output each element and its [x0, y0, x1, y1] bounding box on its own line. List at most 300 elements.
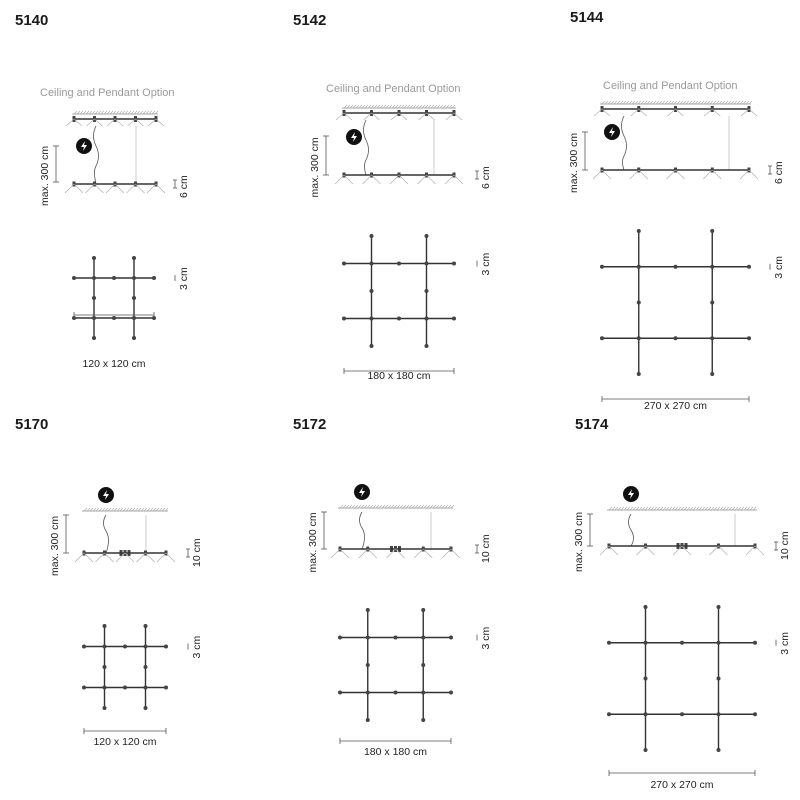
ceiling-hatch: [615, 507, 618, 510]
ceiling-hatch: [612, 507, 615, 510]
ceiling-hatch: [624, 507, 627, 510]
ceiling-hatch: [347, 105, 350, 108]
grid-node: [644, 712, 648, 716]
ceiling-hatch: [126, 508, 129, 511]
grid-node: [144, 645, 148, 649]
grid-node: [112, 316, 116, 320]
ceiling-hatch: [344, 105, 347, 108]
ceiling-hatch: [403, 505, 406, 508]
grid-node: [366, 663, 370, 667]
option-label: Ceiling and Pendant Option: [326, 83, 461, 95]
grid-node: [370, 262, 374, 266]
grid-node: [144, 706, 148, 710]
ceiling-hatch: [639, 507, 642, 510]
ceiling-hatch: [413, 105, 416, 108]
ceiling-hatch: [720, 507, 723, 510]
grid-node: [717, 748, 721, 752]
ceiling-hatch: [108, 508, 111, 511]
ceiling-hatch: [80, 111, 83, 114]
ceiling-hatch: [680, 101, 683, 104]
light-ray: [391, 113, 399, 120]
grid-node: [123, 686, 127, 690]
ceiling-hatch: [149, 111, 152, 114]
ceiling-hatch: [93, 508, 96, 511]
ceiling-hatch: [629, 101, 632, 104]
ceiling-hatch: [150, 508, 153, 511]
light-ray: [146, 553, 155, 562]
ceiling-hatch: [102, 508, 105, 511]
ceiling-hatch: [451, 505, 454, 508]
ceiling-hatch: [677, 101, 680, 104]
light-ray: [704, 109, 712, 116]
light-ray: [741, 109, 749, 116]
ceiling-hatch: [644, 101, 647, 104]
ceiling-hatch: [446, 105, 449, 108]
ceiling-hatch: [346, 505, 349, 508]
grid-node: [425, 289, 429, 293]
grid-node: [103, 645, 107, 649]
light-ray: [65, 184, 74, 193]
light-ray: [340, 549, 349, 558]
ceiling-hatch: [386, 105, 389, 108]
max-height-label: max. 300 cm: [568, 132, 580, 193]
light-ray: [107, 119, 115, 126]
ceiling-hatch: [422, 105, 425, 108]
light-ray: [95, 184, 104, 193]
ceiling-hatch: [155, 111, 158, 114]
ceiling-hatch: [397, 505, 400, 508]
light-ray: [96, 553, 105, 562]
light-ray: [74, 119, 82, 126]
ceiling-hatch: [370, 505, 373, 508]
light-ray: [740, 170, 749, 179]
grid-node: [103, 624, 107, 628]
ceiling-hatch: [406, 505, 409, 508]
ceiling-hatch: [728, 101, 731, 104]
grid-node: [637, 229, 641, 233]
grid-node: [680, 641, 684, 645]
ceiling-hatch: [147, 508, 150, 511]
ceiling-hatch: [740, 101, 743, 104]
ceiling-hatch: [738, 507, 741, 510]
light-ray: [445, 175, 454, 184]
product-code: 5170: [15, 416, 49, 433]
light-ray: [105, 553, 114, 562]
ceiling-hatch: [436, 505, 439, 508]
ceiling-hatch: [383, 105, 386, 108]
ceiling-hatch: [419, 105, 422, 108]
ceiling-hatch: [92, 111, 95, 114]
grid-node: [103, 686, 107, 690]
ceiling-hatch: [743, 101, 746, 104]
ceiling-hatch: [374, 105, 377, 108]
ceiling-hatch: [349, 505, 352, 508]
ceiling-hatch: [87, 508, 90, 511]
light-ray: [446, 113, 454, 120]
product-code: 5142: [293, 12, 327, 29]
ceiling-hatch: [152, 111, 155, 114]
ceiling-hatch: [104, 111, 107, 114]
grid-node: [82, 686, 86, 690]
light-ray: [335, 175, 344, 184]
ceiling-hatch: [95, 111, 98, 114]
size-label: 120 x 120 cm: [82, 358, 146, 370]
ceiling-hatch: [753, 507, 756, 510]
light-ray: [427, 113, 435, 120]
ceiling-hatch: [632, 101, 635, 104]
ceiling-hatch: [394, 505, 397, 508]
ceiling-hatch: [749, 101, 752, 104]
max-height-label: max. 300 cm: [49, 515, 61, 576]
ceiling-hatch: [404, 105, 407, 108]
grid-node: [644, 748, 648, 752]
grid-node: [717, 641, 721, 645]
ceiling-hatch: [620, 101, 623, 104]
ceiling-hatch: [110, 111, 113, 114]
ceiling-hatch: [113, 111, 116, 114]
product-block-5172: [293, 416, 492, 758]
grid-node: [747, 336, 751, 340]
bar-height-label: 6 cm: [480, 166, 492, 189]
grid-node: [144, 686, 148, 690]
ceiling-hatch: [627, 507, 630, 510]
ceiling-hatch: [123, 508, 126, 511]
ceiling-hatch: [690, 507, 693, 510]
grid-node: [92, 256, 96, 260]
grid-node: [92, 296, 96, 300]
light-ray: [668, 109, 676, 116]
ceiling-hatch: [701, 101, 704, 104]
grid-node: [397, 317, 401, 321]
grid-node: [82, 645, 86, 649]
grid-node: [366, 608, 370, 612]
ceiling-hatch: [107, 111, 110, 114]
ceiling-hatch: [695, 101, 698, 104]
ceiling-hatch: [427, 505, 430, 508]
ceiling-hatch: [452, 105, 455, 108]
ceiling-hatch: [729, 507, 732, 510]
ceiling-hatch: [623, 101, 626, 104]
grid-node: [425, 344, 429, 348]
ceiling-hatch: [671, 101, 674, 104]
light-ray: [749, 170, 758, 179]
ceiling-hatch: [710, 101, 713, 104]
ceiling-hatch: [723, 507, 726, 510]
light-ray: [137, 553, 146, 562]
ceiling-hatch: [714, 507, 717, 510]
ceiling-hatch: [635, 101, 638, 104]
ceiling-hatch: [741, 507, 744, 510]
light-ray: [136, 119, 144, 126]
ceiling-hatch: [135, 508, 138, 511]
ceiling-hatch: [74, 111, 77, 114]
light-ray: [703, 170, 712, 179]
grid-node: [338, 636, 342, 640]
grid-node: [421, 636, 425, 640]
light-ray: [594, 109, 602, 116]
grid-node: [421, 691, 425, 695]
bar-height-label: 6 cm: [773, 161, 785, 184]
ceiling-hatch: [617, 101, 620, 104]
grid-node: [717, 605, 721, 609]
ceiling-hatch: [365, 105, 368, 108]
ceiling-hatch: [379, 505, 382, 508]
light-ray: [639, 170, 648, 179]
ceiling-hatch: [692, 101, 695, 104]
light-ray: [115, 119, 123, 126]
size-label: 270 x 270 cm: [650, 779, 714, 791]
bar-height-label: 10 cm: [191, 538, 203, 567]
ceiling-hatch: [380, 105, 383, 108]
ceiling-hatch: [424, 505, 427, 508]
light-ray: [602, 170, 611, 179]
ceiling-hatch: [725, 101, 728, 104]
light-ray: [593, 170, 602, 179]
grid-node: [164, 686, 168, 690]
grid-node: [370, 234, 374, 238]
grid-node: [342, 262, 346, 266]
ceiling-hatch: [120, 508, 123, 511]
grid-node: [637, 301, 641, 305]
ceiling-hatch: [648, 507, 651, 510]
ceiling-hatch: [355, 505, 358, 508]
bar-height-label: 10 cm: [779, 531, 791, 560]
grid-node: [637, 372, 641, 376]
grid-node: [449, 636, 453, 640]
ceiling-hatch: [448, 505, 451, 508]
ceiling-hatch: [395, 105, 398, 108]
light-ray: [336, 113, 344, 120]
ceiling-hatch: [651, 507, 654, 510]
light-ray: [609, 546, 618, 555]
grid-node: [674, 336, 678, 340]
grid-node: [370, 344, 374, 348]
ceiling-hatch: [702, 507, 705, 510]
ceiling-hatch: [698, 101, 701, 104]
ceiling-hatch: [705, 507, 708, 510]
ceiling-hatch: [368, 105, 371, 108]
ceiling-hatch: [434, 105, 437, 108]
grid-node: [753, 641, 757, 645]
grid-node: [132, 316, 136, 320]
ceiling-hatch: [665, 101, 668, 104]
ceiling-hatch: [356, 105, 359, 108]
ceiling-hatch: [726, 507, 729, 510]
grid-node: [144, 624, 148, 628]
grid-node: [421, 718, 425, 722]
grid-node: [421, 663, 425, 667]
light-ray: [746, 546, 755, 555]
ceiling-hatch: [385, 505, 388, 508]
ceiling-hatch: [415, 505, 418, 508]
ceiling-hatch: [340, 505, 343, 508]
light-ray: [749, 109, 757, 116]
light-ray: [710, 546, 719, 555]
ceiling-hatch: [636, 507, 639, 510]
product-code: 5144: [570, 9, 604, 26]
light-ray: [451, 549, 460, 558]
grid-node: [132, 336, 136, 340]
grid-node: [607, 641, 611, 645]
ceiling-hatch: [696, 507, 699, 510]
ceiling-hatch: [653, 101, 656, 104]
grid-node: [600, 265, 604, 269]
ceiling-hatch: [77, 111, 80, 114]
ceiling-hatch: [602, 101, 605, 104]
ceiling-hatch: [626, 101, 629, 104]
bar-height-label: 6 cm: [178, 175, 190, 198]
grid-node: [366, 636, 370, 640]
ceiling-hatch: [659, 101, 662, 104]
grid-node: [637, 336, 641, 340]
light-ray: [84, 553, 93, 562]
grid-node: [144, 665, 148, 669]
ceiling-hatch: [440, 105, 443, 108]
ceiling-hatch: [129, 508, 132, 511]
light-ray: [630, 170, 639, 179]
ceiling-hatch: [343, 505, 346, 508]
ceiling-hatch: [430, 505, 433, 508]
ceiling-hatch: [373, 505, 376, 508]
grid-node: [710, 336, 714, 340]
light-ray: [427, 175, 436, 184]
grid-node: [644, 677, 648, 681]
light-ray: [136, 184, 145, 193]
ceiling-hatch: [614, 101, 617, 104]
ceiling-hatch: [125, 111, 128, 114]
ceiling-hatch: [608, 101, 611, 104]
ceiling-hatch: [416, 105, 419, 108]
ceiling-hatch: [84, 508, 87, 511]
grid-height-label: 3 cm: [773, 255, 785, 279]
ceiling-hatch: [119, 111, 122, 114]
ceiling-hatch: [367, 505, 370, 508]
ceiling-hatch: [668, 101, 671, 104]
ceiling-hatch: [713, 101, 716, 104]
power-cable: [629, 514, 634, 546]
ceiling-hatch: [159, 508, 162, 511]
ceiling-hatch: [439, 505, 442, 508]
grid-node: [72, 276, 76, 280]
light-ray: [712, 170, 721, 179]
grid-height-label: 3 cm: [480, 626, 492, 650]
grid-height-label: 3 cm: [191, 635, 203, 659]
light-ray: [454, 175, 463, 184]
ceiling-hatch: [156, 508, 159, 511]
grid-node: [452, 317, 456, 321]
light-ray: [368, 549, 377, 558]
power-cable: [360, 512, 365, 549]
ceiling-hatch: [140, 111, 143, 114]
light-ray: [414, 549, 423, 558]
ceiling-hatch: [89, 111, 92, 114]
ceiling-hatch: [449, 105, 452, 108]
light-ray: [600, 546, 609, 555]
ceiling-hatch: [732, 507, 735, 510]
light-ray: [631, 109, 639, 116]
ceiling-hatch: [111, 508, 114, 511]
ceiling-hatch: [137, 111, 140, 114]
ceiling-hatch: [678, 507, 681, 510]
light-ray: [344, 113, 352, 120]
product-block-5140: [15, 12, 190, 370]
light-ray: [364, 113, 372, 120]
option-label: Ceiling and Pendant Option: [40, 87, 175, 99]
ceiling-hatch: [162, 508, 165, 511]
ceiling-hatch: [717, 507, 720, 510]
grid-node: [92, 276, 96, 280]
ceiling-hatch: [382, 505, 385, 508]
ceiling-hatch: [421, 505, 424, 508]
product-code: 5172: [293, 416, 327, 433]
size-label: 270 x 270 cm: [643, 400, 708, 412]
grid-node: [710, 229, 714, 233]
ceiling-hatch: [686, 101, 689, 104]
grid-node: [132, 296, 136, 300]
ceiling-hatch: [716, 101, 719, 104]
grid-height-label: 3 cm: [779, 631, 791, 655]
ceiling-hatch: [633, 507, 636, 510]
ceiling-hatch: [642, 507, 645, 510]
grid-node: [421, 608, 425, 612]
light-ray: [106, 184, 115, 193]
grid-height-label: 3 cm: [480, 252, 492, 276]
ceiling-hatch: [388, 505, 391, 508]
light-ray: [156, 184, 165, 193]
ceiling-hatch: [98, 111, 101, 114]
grid-node: [132, 276, 136, 280]
ceiling-hatch: [361, 505, 364, 508]
ceiling-hatch: [116, 111, 119, 114]
ceiling-hatch: [105, 508, 108, 511]
ceiling-hatch: [737, 101, 740, 104]
ceiling-hatch: [392, 105, 395, 108]
light-ray: [676, 170, 685, 179]
ceiling-hatch: [672, 507, 675, 510]
light-ray: [602, 109, 610, 116]
ceiling-hatch: [645, 507, 648, 510]
ceiling-hatch: [687, 507, 690, 510]
ceiling-hatch: [358, 505, 361, 508]
grid-node: [637, 265, 641, 269]
light-ray: [667, 170, 676, 179]
light-ray: [147, 184, 156, 193]
ceiling-hatch: [371, 105, 374, 108]
product-block-5170: [15, 416, 203, 748]
ceiling-hatch: [412, 505, 415, 508]
light-ray: [390, 175, 399, 184]
ceiling-hatch: [122, 111, 125, 114]
light-ray: [86, 184, 95, 193]
max-height-label: max. 300 cm: [309, 137, 321, 198]
light-ray: [74, 184, 83, 193]
ceiling-hatch: [734, 101, 737, 104]
grid-node: [717, 712, 721, 716]
ceiling-hatch: [431, 105, 434, 108]
ceiling-hatch: [443, 105, 446, 108]
option-label: Ceiling and Pendant Option: [603, 80, 738, 92]
ceiling-hatch: [359, 105, 362, 108]
ceiling-hatch: [605, 101, 608, 104]
ceiling-hatch: [731, 101, 734, 104]
ceiling-hatch: [630, 507, 633, 510]
ceiling-hatch: [101, 111, 104, 114]
grid-node: [394, 636, 398, 640]
grid-node: [92, 316, 96, 320]
grid-node: [710, 372, 714, 376]
light-ray: [148, 119, 156, 126]
size-label: 120 x 120 cm: [93, 736, 157, 748]
